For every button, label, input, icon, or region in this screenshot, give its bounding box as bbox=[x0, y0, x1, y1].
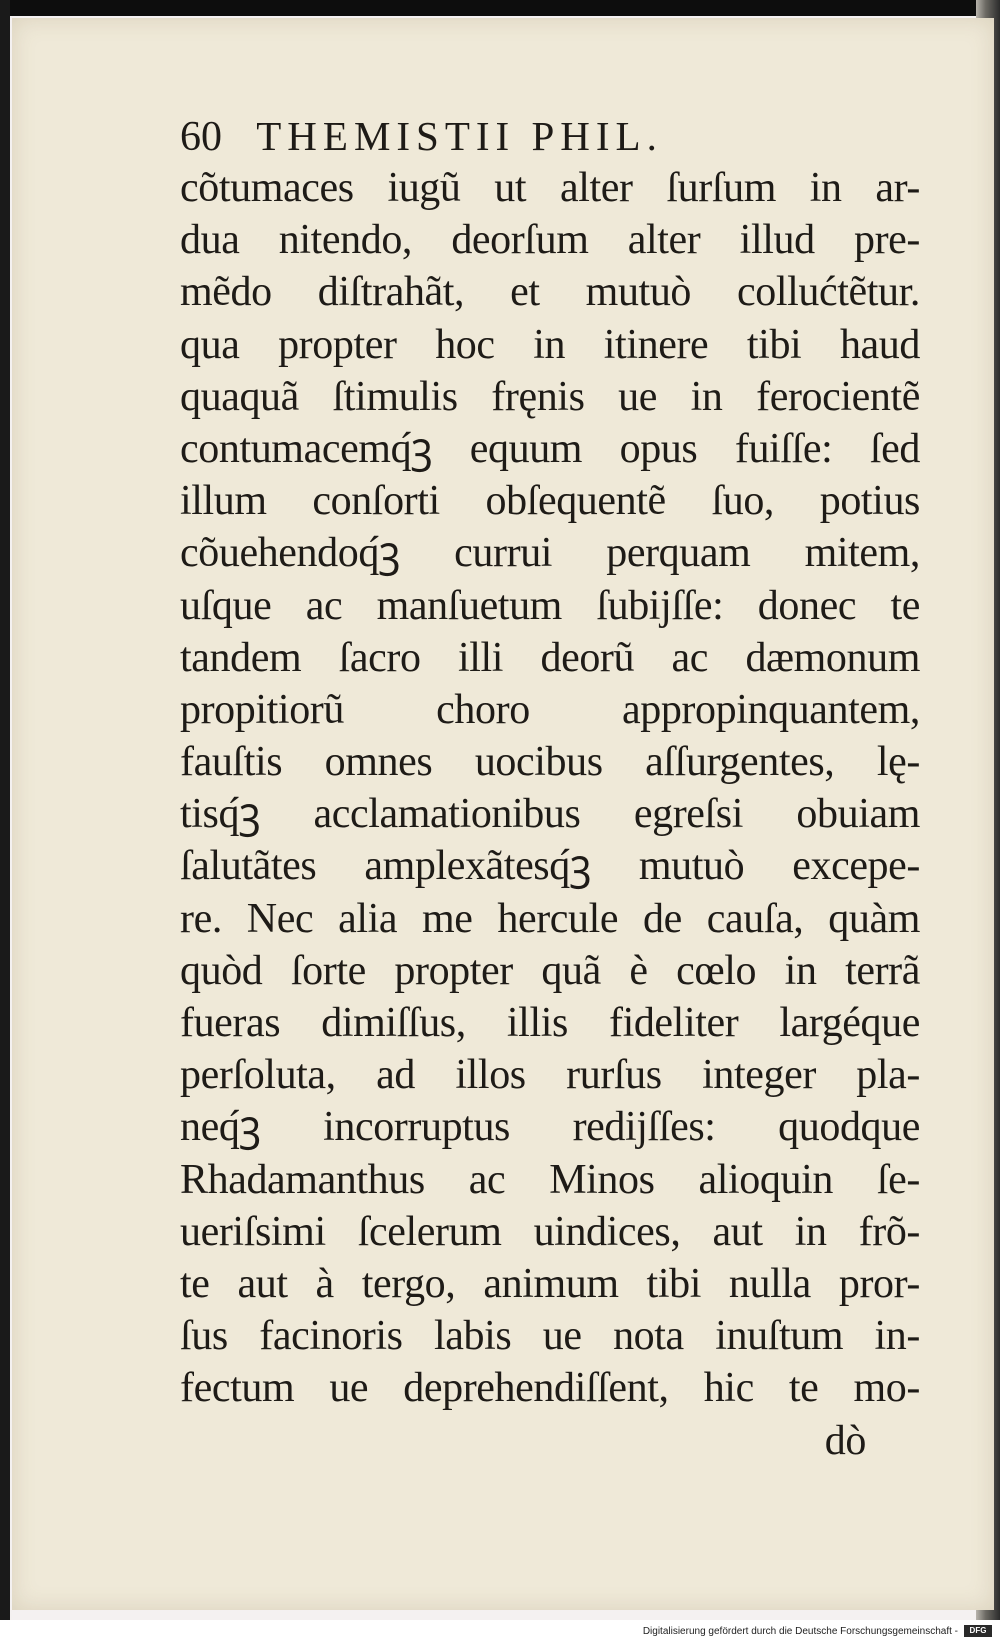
text-line: tandem ſacro illi deorũ ac dæmonum bbox=[180, 634, 920, 681]
text-line: te aut à tergo, animum tibi nulla pror- bbox=[180, 1260, 920, 1307]
text-line: fectum ue deprehendiſſent, hic te mo- bbox=[180, 1365, 920, 1412]
text-line: mẽdo diſtrahãt, et mutuò collućtẽtur. bbox=[180, 269, 920, 316]
scan-border-left bbox=[0, 0, 10, 1620]
scan-border-top bbox=[0, 0, 1000, 16]
text-line: ſalutãtes amplexãtesq́ꝫ mutuò excepe- bbox=[180, 843, 920, 890]
catchword: dò bbox=[824, 1417, 866, 1464]
text-line: illum conſorti obſequentẽ ſuo, potius bbox=[180, 478, 920, 525]
text-line: fueras dimiſſus, illis fideliter largéque bbox=[180, 1000, 920, 1046]
text-line: cõtumaces iugũ ut alter ſurſum in ar- bbox=[180, 165, 920, 211]
text-line: dua nitendo, deorſum alter illud pre- bbox=[180, 217, 920, 264]
text-line: tisq́ꝫ acclamationibus egreſsi obuiam bbox=[180, 791, 920, 838]
text-line: Rhadamanthus ac Minos alioquin ſe- bbox=[180, 1156, 920, 1203]
text-line: neq́ꝫ incorruptus redijſſes: quodque bbox=[180, 1104, 920, 1151]
text-line: contumacemq́ꝫ equum opus fuiſſe: ſed bbox=[180, 425, 920, 472]
body-text bbox=[180, 162, 920, 1467]
text-line: perſoluta, ad illos rurſus integer pla- bbox=[180, 1052, 920, 1099]
funding-note: Digitalisierung gefördert durch die Deutsche Forschungsgemeinschaft - bbox=[642, 1626, 958, 1637]
text-line: qua propter hoc in itinere tibi haud bbox=[180, 321, 920, 368]
dfg-logo: DFG bbox=[964, 1625, 992, 1637]
text-line: cõuehendoq́ꝫ currui perquam mitem, bbox=[180, 530, 920, 577]
text-line: quòd ſorte propter quã è cœlo in terrã bbox=[180, 947, 920, 994]
text-line: ſus facinoris labis ue nota inuſtum in- bbox=[180, 1313, 920, 1360]
page-content bbox=[180, 106, 920, 1467]
running-title: THEMISTII PHIL. bbox=[256, 113, 663, 159]
text-line: ueriſsimi ſcelerum uindices, aut in frõ- bbox=[180, 1208, 920, 1255]
text-line: quaquã ſtimulis fręnis ue in ferocientẽ bbox=[180, 373, 920, 420]
page-header bbox=[180, 106, 920, 166]
text-line: propitiorũ choro appropinquantem, bbox=[180, 686, 920, 733]
text-line: fauſtis omnes uocibus aſſurgentes, lę- bbox=[180, 739, 920, 786]
book-page bbox=[12, 18, 994, 1610]
page-number: 60 bbox=[180, 114, 222, 160]
text-line: uſque ac manſuetum ſubijſſe: donec te bbox=[180, 582, 920, 629]
text-line: re. Nec alia me hercule de cauſa, quàm bbox=[180, 895, 920, 942]
